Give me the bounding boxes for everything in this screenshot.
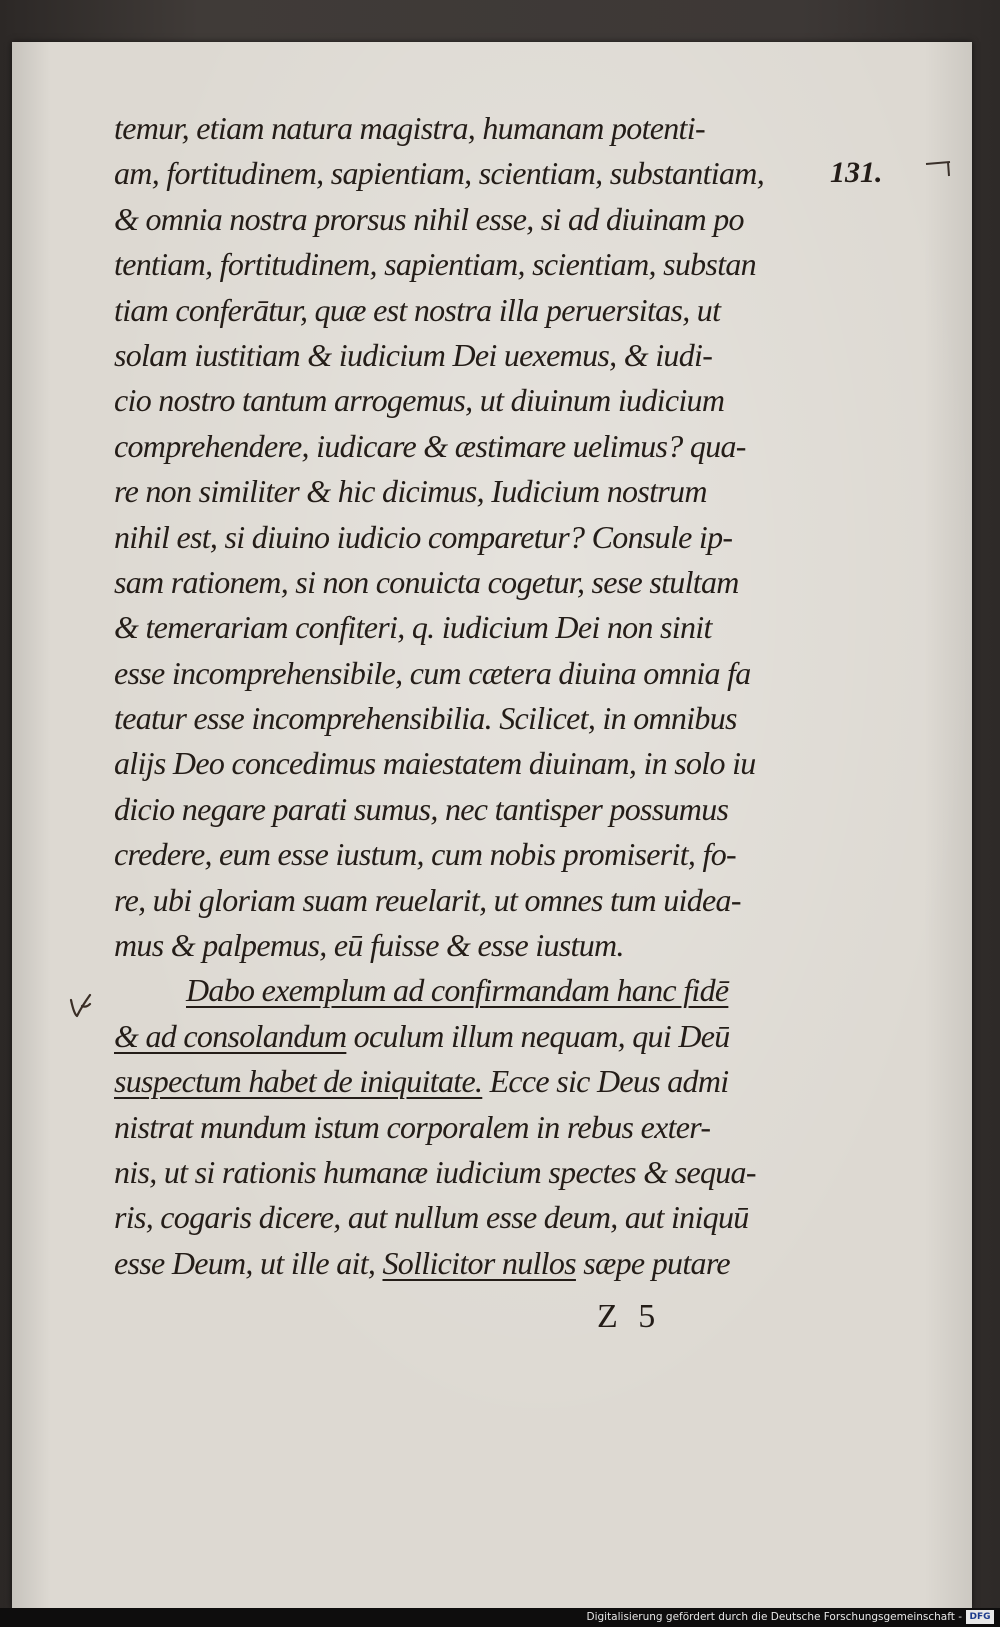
text-line: & temerariam confiteri, q. iudicium Dei non sinit xyxy=(114,609,712,646)
underlined-text: Dabo exemplum ad confirmandam hanc fidē xyxy=(186,972,729,1009)
paragraph-start-line xyxy=(114,968,814,1013)
page-number: 131. xyxy=(830,156,883,189)
text-line: am, fortitudinem, sapientiam, scientiam, substantiam, xyxy=(114,155,764,192)
handwritten-margin-mark-icon xyxy=(68,992,94,1020)
text-line: esse incomprehensibile, cum cætera diuina omnia fa xyxy=(114,654,751,691)
text-line: nis, ut si rationis humanæ iudicium spectes & sequa- xyxy=(114,1153,756,1190)
text-line: tentiam, fortitudinem, sapientiam, scientiam, substan xyxy=(114,246,756,283)
dfg-logo: DFG xyxy=(966,1610,994,1624)
text-line: sam rationem, si non conuicta cogetur, sese stultam xyxy=(114,563,739,600)
text-line: re non similiter & hic dicimus, Iudicium nostrum xyxy=(114,473,707,510)
text-span: Ecce sic Deus admi xyxy=(482,1063,729,1100)
text-line xyxy=(114,1241,814,1286)
text-line: mus & palpemus, eū fuisse & esse iustum. xyxy=(114,927,624,964)
main-text xyxy=(114,106,814,1286)
text-line: temur, etiam natura magistra, humanam potenti- xyxy=(114,110,705,146)
text-span: oculum illum nequam, qui Deū xyxy=(346,1017,730,1054)
text-line: cio nostro tantum arrogemus, ut diuinum iudicium xyxy=(114,382,725,419)
underlined-text: Sollicitor nullos xyxy=(382,1244,576,1281)
text-line: ris, cogaris dicere, aut nullum esse deum, aut iniquū xyxy=(114,1199,749,1236)
margin-tick-mark xyxy=(924,160,954,178)
text-line: comprehendere, iudicare & æstimare uelimus? qua- xyxy=(114,427,746,464)
text-line: tiam conferātur, quæ est nostra illa peruersitas, ut xyxy=(114,291,721,328)
text-line: & omnia nostra prorsus nihil esse, si ad diuinam po xyxy=(114,200,744,237)
text-line: alijs Deo concedimus maiestatem diuinam, in solo iu xyxy=(114,745,756,782)
text-line xyxy=(114,1014,814,1059)
text-line: nihil est, si diuino iudicio comparetur? Consule ip- xyxy=(114,518,733,555)
underlined-text: & ad consolandum xyxy=(114,1017,347,1054)
text-line: nistrat mundum istum corporalem in rebus exter- xyxy=(114,1108,711,1145)
text-line: credere, eum esse iustum, cum nobis promiserit, fo- xyxy=(114,836,736,873)
text-line: teatur esse incomprehensibilia. Scilicet, in omnibus xyxy=(114,700,737,737)
text-span: sæpe putare xyxy=(575,1244,730,1281)
digitization-credit: Digitalisierung gefördert durch die Deutsche Forschungsgemeinschaft - xyxy=(586,1611,962,1623)
text-line: re, ubi gloriam suam reuelarit, ut omnes tum uidea- xyxy=(114,881,741,918)
text-line xyxy=(114,1059,814,1104)
text-line: solam iustitiam & iudicium Dei uexemus, & iudi- xyxy=(114,336,713,373)
underlined-text: suspectum habet de iniquitate. xyxy=(114,1063,483,1100)
signature-mark: Z 5 xyxy=(597,1298,662,1335)
book-page xyxy=(12,42,972,1608)
text-span: esse Deum, ut ille ait, xyxy=(114,1244,383,1281)
text-line: dicio negare parati sumus, nec tantisper possumus xyxy=(114,790,729,827)
